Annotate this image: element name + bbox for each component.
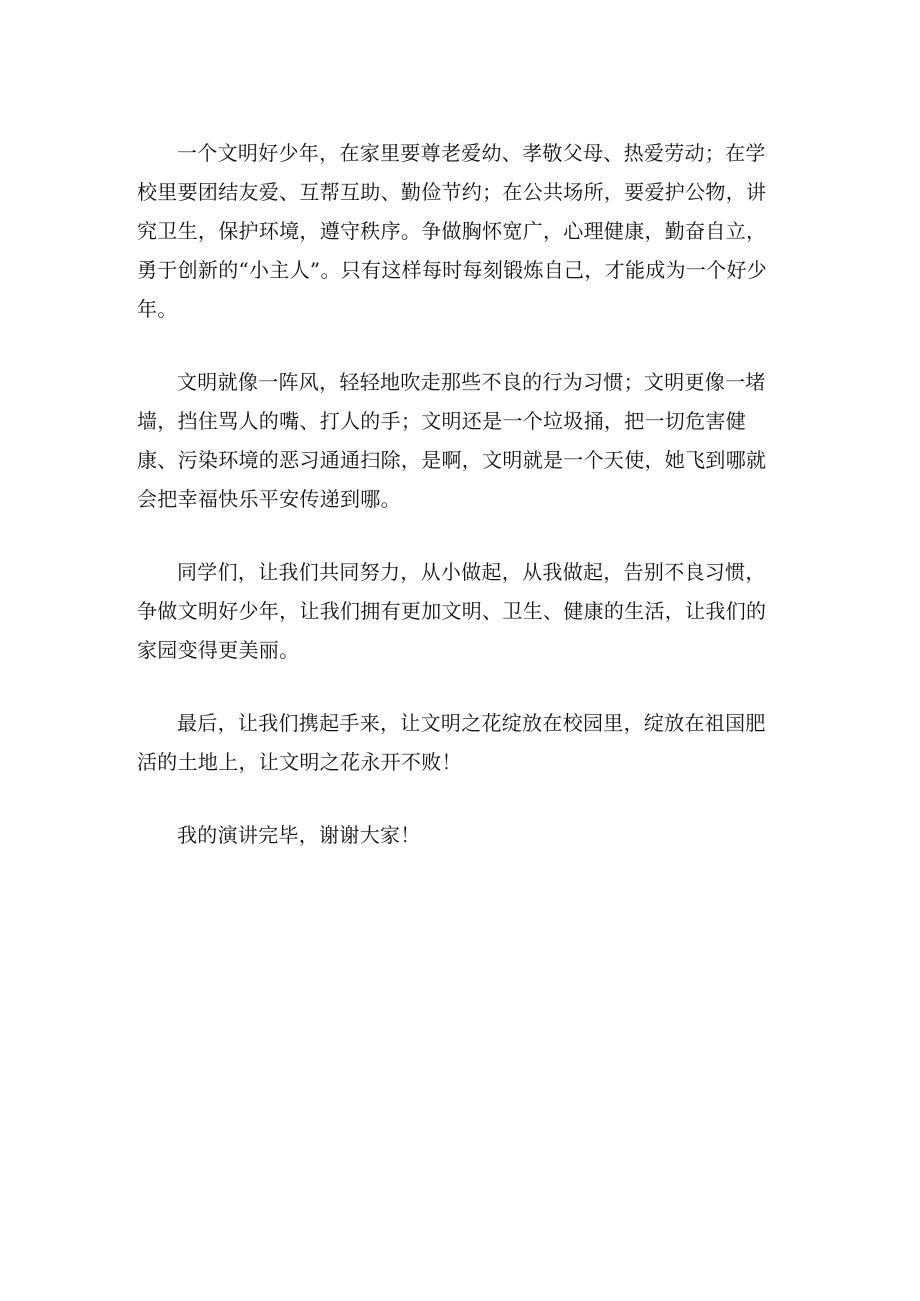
paragraph-4: 最后，让我们携起手来，让文明之花绽放在校园里，绽放在祖国肥活的土地上，让文明之花永开不败！ — [137, 711, 766, 774]
paragraph-3: 同学们，让我们共同努力，从小做起，从我做起，告别不良习惯，争做文明好少年，让我们拥有更加文明、卫生、健康的生活，让我们的家园变得更美丽。 — [137, 560, 767, 662]
document-body — [137, 134, 782, 855]
paragraph-5: 我的演讲完毕，谢谢大家！ — [177, 823, 421, 847]
paragraph-1: 一个文明好少年，在家里要尊老爱幼、孝敬父母、热爱劳动；在学校里要团结友爱、互帮互助、勤俭节约；在公共场所，要爱护公物，讲究卫生，保护环境，遵守秩序。争做胸怀宽广，心理健康，勤奋自立，勇于创新的“小主人”。只有这样每时每刻锻炼自己，才能成为一个好少年。 — [137, 141, 768, 321]
paragraph-2: 文明就像一阵风，轻轻地吹走那些不良的行为习惯；文明更像一堵墙，挡住骂人的嘴、打人的手；文明还是一个垃圾捅，把一切危害健康、污染环境的恶习通通扫除，是啊，文明就是一个天使，她飞到哪就会把幸福快乐平安传递到哪。 — [137, 370, 767, 511]
